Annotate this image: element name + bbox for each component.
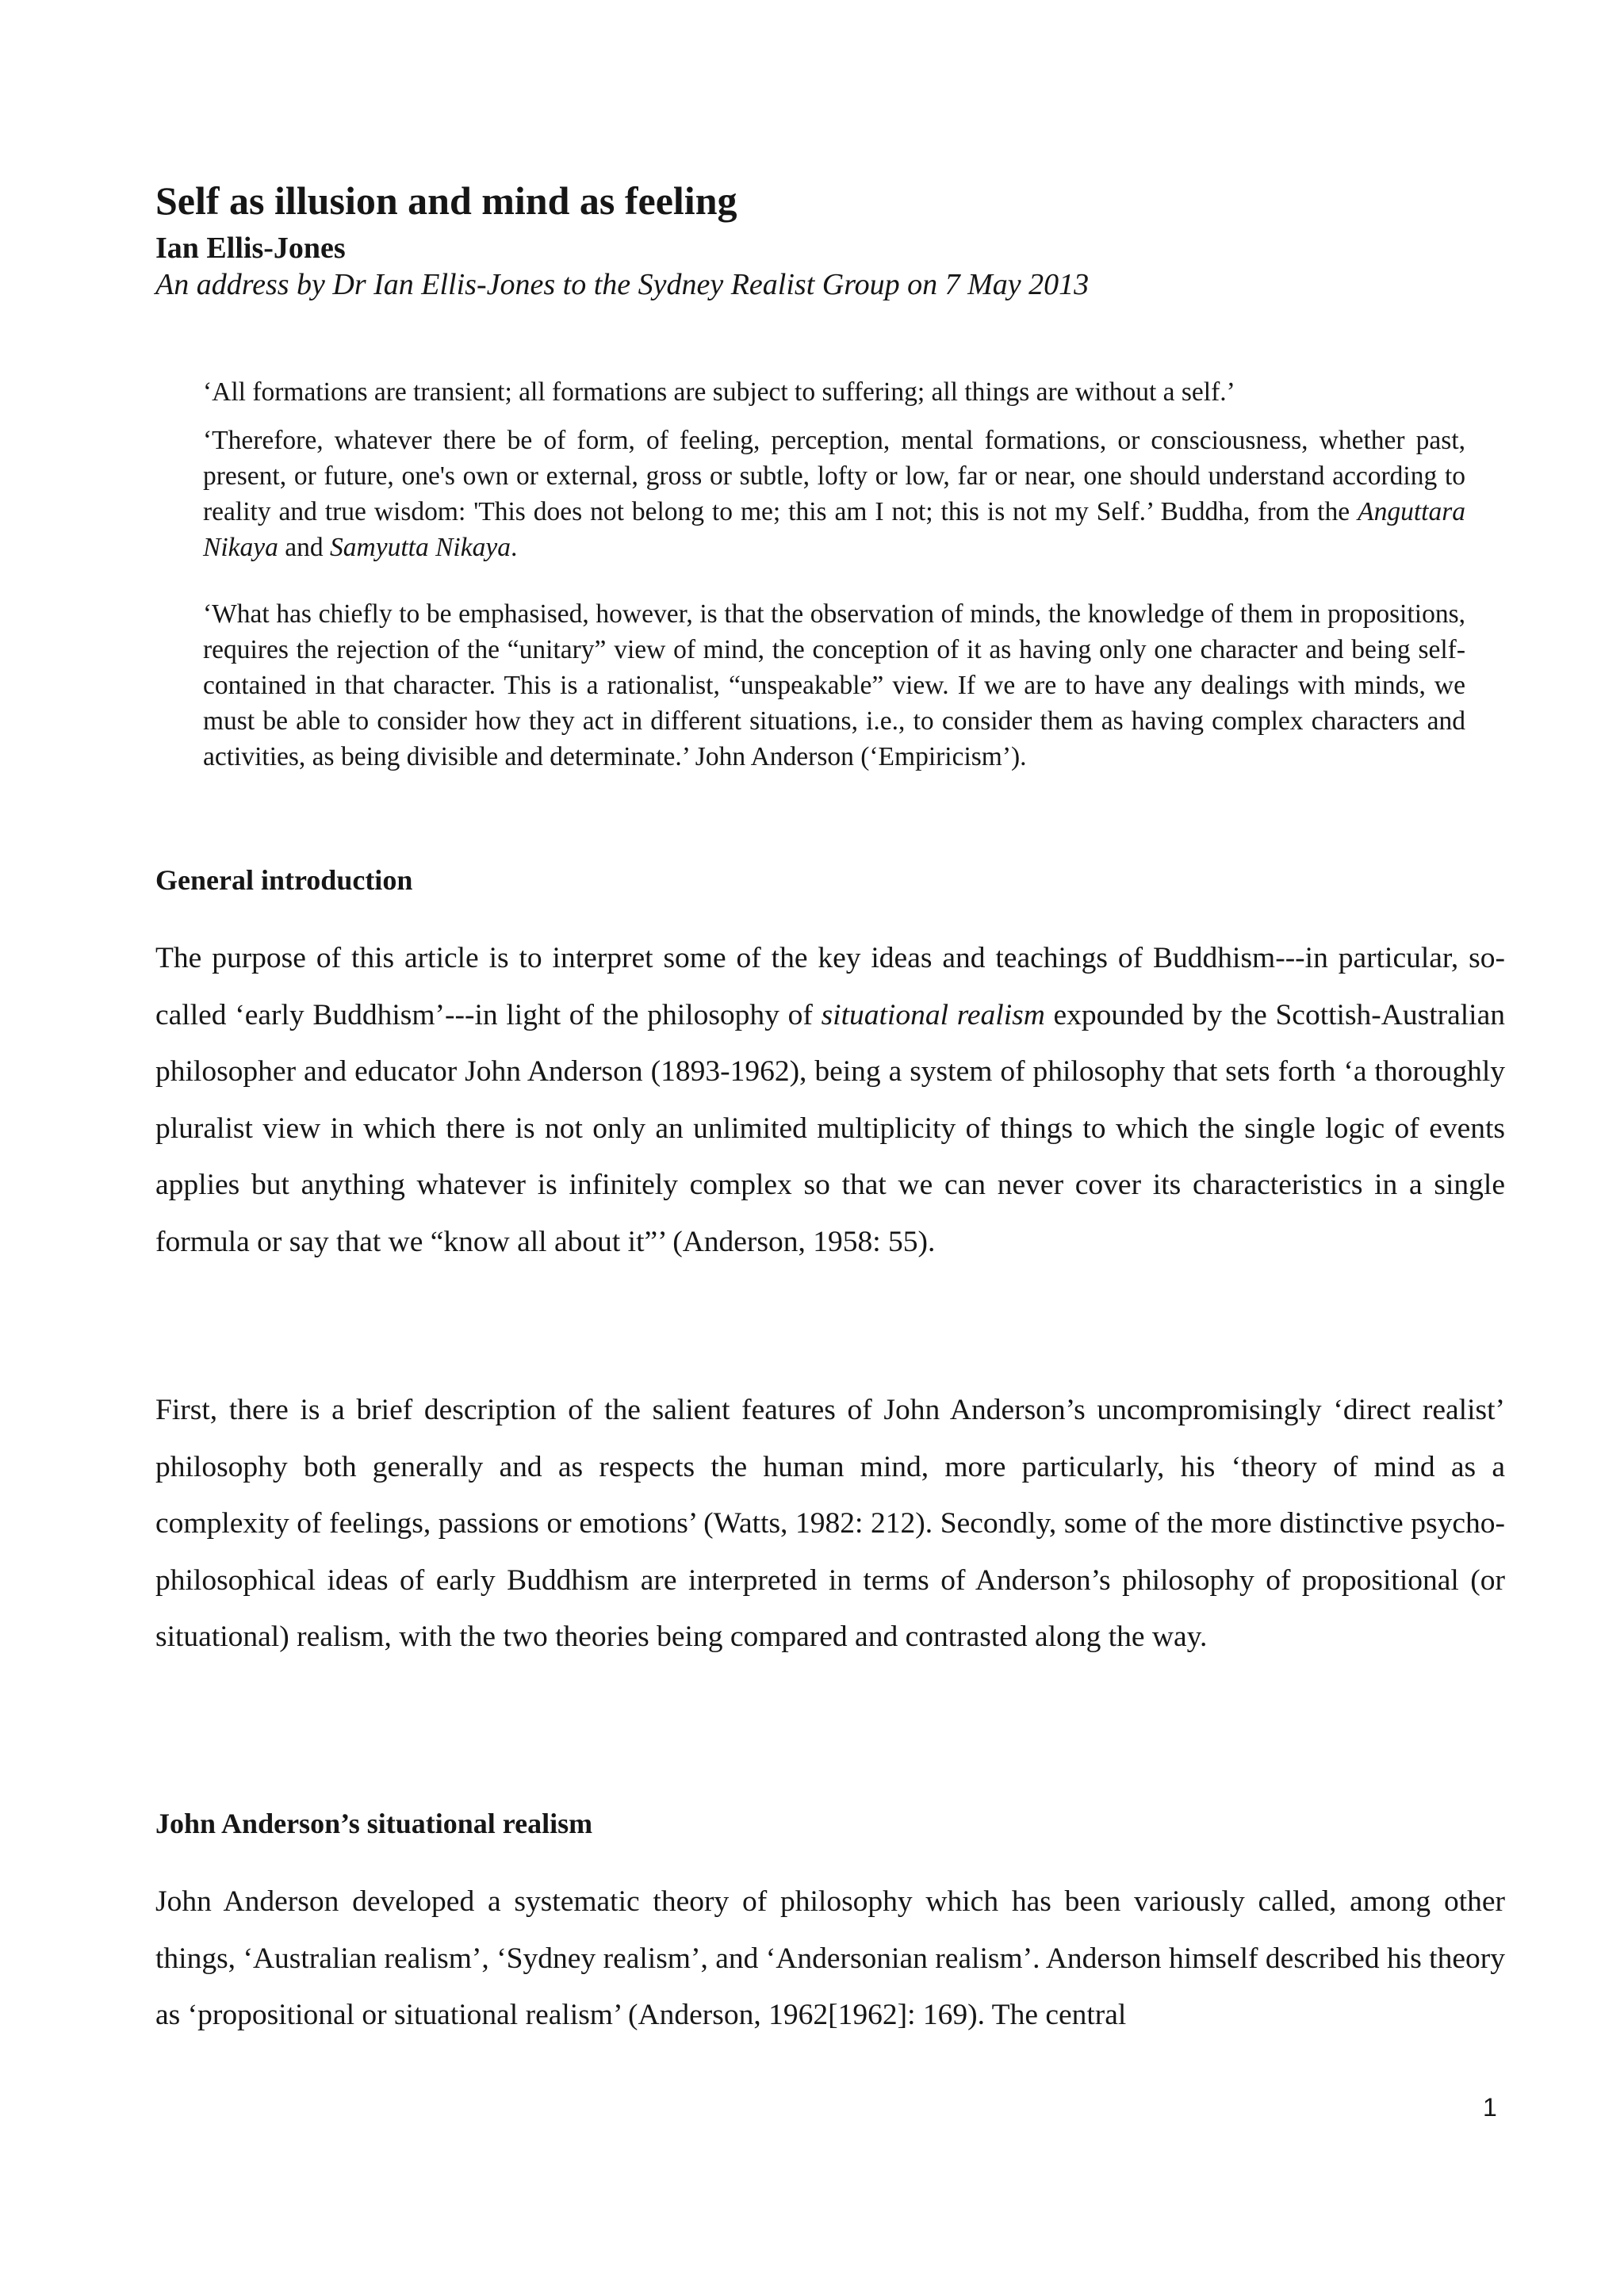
document-subtitle: An address by Dr Ian Ellis-Jones to the Sydney Realist Group on 7 May 2013: [155, 268, 1090, 301]
section-heading-general-introduction: General introduction: [155, 864, 413, 896]
epigraph-quote-3: ‘What has chiefly to be emphasised, however, is that the observation of minds, the knowledge of them in propositions, requires the rejection of the “unitary” view of mind, the conception of it as having only one character and being self-contained in that character. This is a rationalist, “unspeakable” view. If we are to have any dealings with minds, we must be able to consider how they act in different situations, i.e., to consider them as having complex characters and activities, as being divisible and determinate.’ John Anderson (‘Empiricism’).: [203, 599, 1465, 771]
body-paragraph-1-text-b: expounded by the Scottish-Australian philosopher and educator John Anderson (1893-1962), being a system of philosophy that sets forth ‘a thoroughly pluralist view in which there is not only an unlimited multiplicity of things to which the single logic of events applies but anything whatever is infinitely complex so that we can never cover its characteristics in a single formula or say that we “know all about it”’ (Anderson, 1958: 55).: [155, 998, 1505, 1258]
document-author: Ian Ellis-Jones: [155, 232, 346, 265]
epigraph-quote-2-end: .: [510, 533, 518, 562]
body-paragraph-1-emphasis: situational realism: [821, 998, 1045, 1031]
epigraph-quote-1: ‘All formations are transient; all formations are subject to suffering; all things are without a self.’: [203, 377, 1235, 407]
epigraph-source-joiner: and: [278, 533, 331, 562]
body-paragraph-1: [155, 930, 1505, 1270]
epigraph-quote-2-text: ‘Therefore, whatever there be of form, of feeling, perception, mental formations, or consciousness, whether past, present, or future, one's own or external, gross or subtle, lofty or low, far or near, one should understand according to reality and true wisdom: 'This does not belong to me; this am I not; this is not my Self.’ Buddha, from the: [203, 426, 1465, 526]
epigraph-source-anguttara: Anguttara Nikaya: [203, 497, 1465, 562]
epigraph-quote-2: [203, 423, 1465, 565]
body-paragraph-3-clip: [155, 1873, 1505, 2044]
body-paragraph-3: John Anderson developed a systematic theory of philosophy which has been variously called, among other things, ‘Australian realism’, ‘Sydney realism’, and ‘Andersonian realism’. Anderson himself described his theory as ‘propositional or situational realism’ (Anderson, 1962[1962]: 169). The central: [155, 1885, 1505, 2031]
body-paragraph-2: First, there is a brief description of the salient features of John Anderson’s uncompromisingly ‘direct realist’ philosophy both generally and as respects the human mind, more particularly, his ‘theory of mind as a complexity of feelings, passions or emotions’ (Watts, 1982: 212). Secondly, some of the more distinctive psycho-philosophical ideas of early Buddhism are interpreted in terms of Anderson’s philosophy of propositional (or situational) realism, with the two theories being compared and contrasted along the way.: [155, 1394, 1505, 1653]
section-heading-situational-realism: John Anderson’s situational realism: [155, 1808, 593, 1839]
epigraph-source-samyutta: Samyutta Nikaya: [330, 533, 511, 562]
document-title: Self as illusion and mind as feeling: [155, 178, 737, 223]
body-paragraph-1-text-a: The purpose of this article is to interpret some of the key ideas and teachings of Buddhism---in particular, so-called ‘early Buddhism’---in light of the philosophy of: [155, 942, 1505, 1031]
page-number: 1: [1483, 2093, 1497, 2122]
